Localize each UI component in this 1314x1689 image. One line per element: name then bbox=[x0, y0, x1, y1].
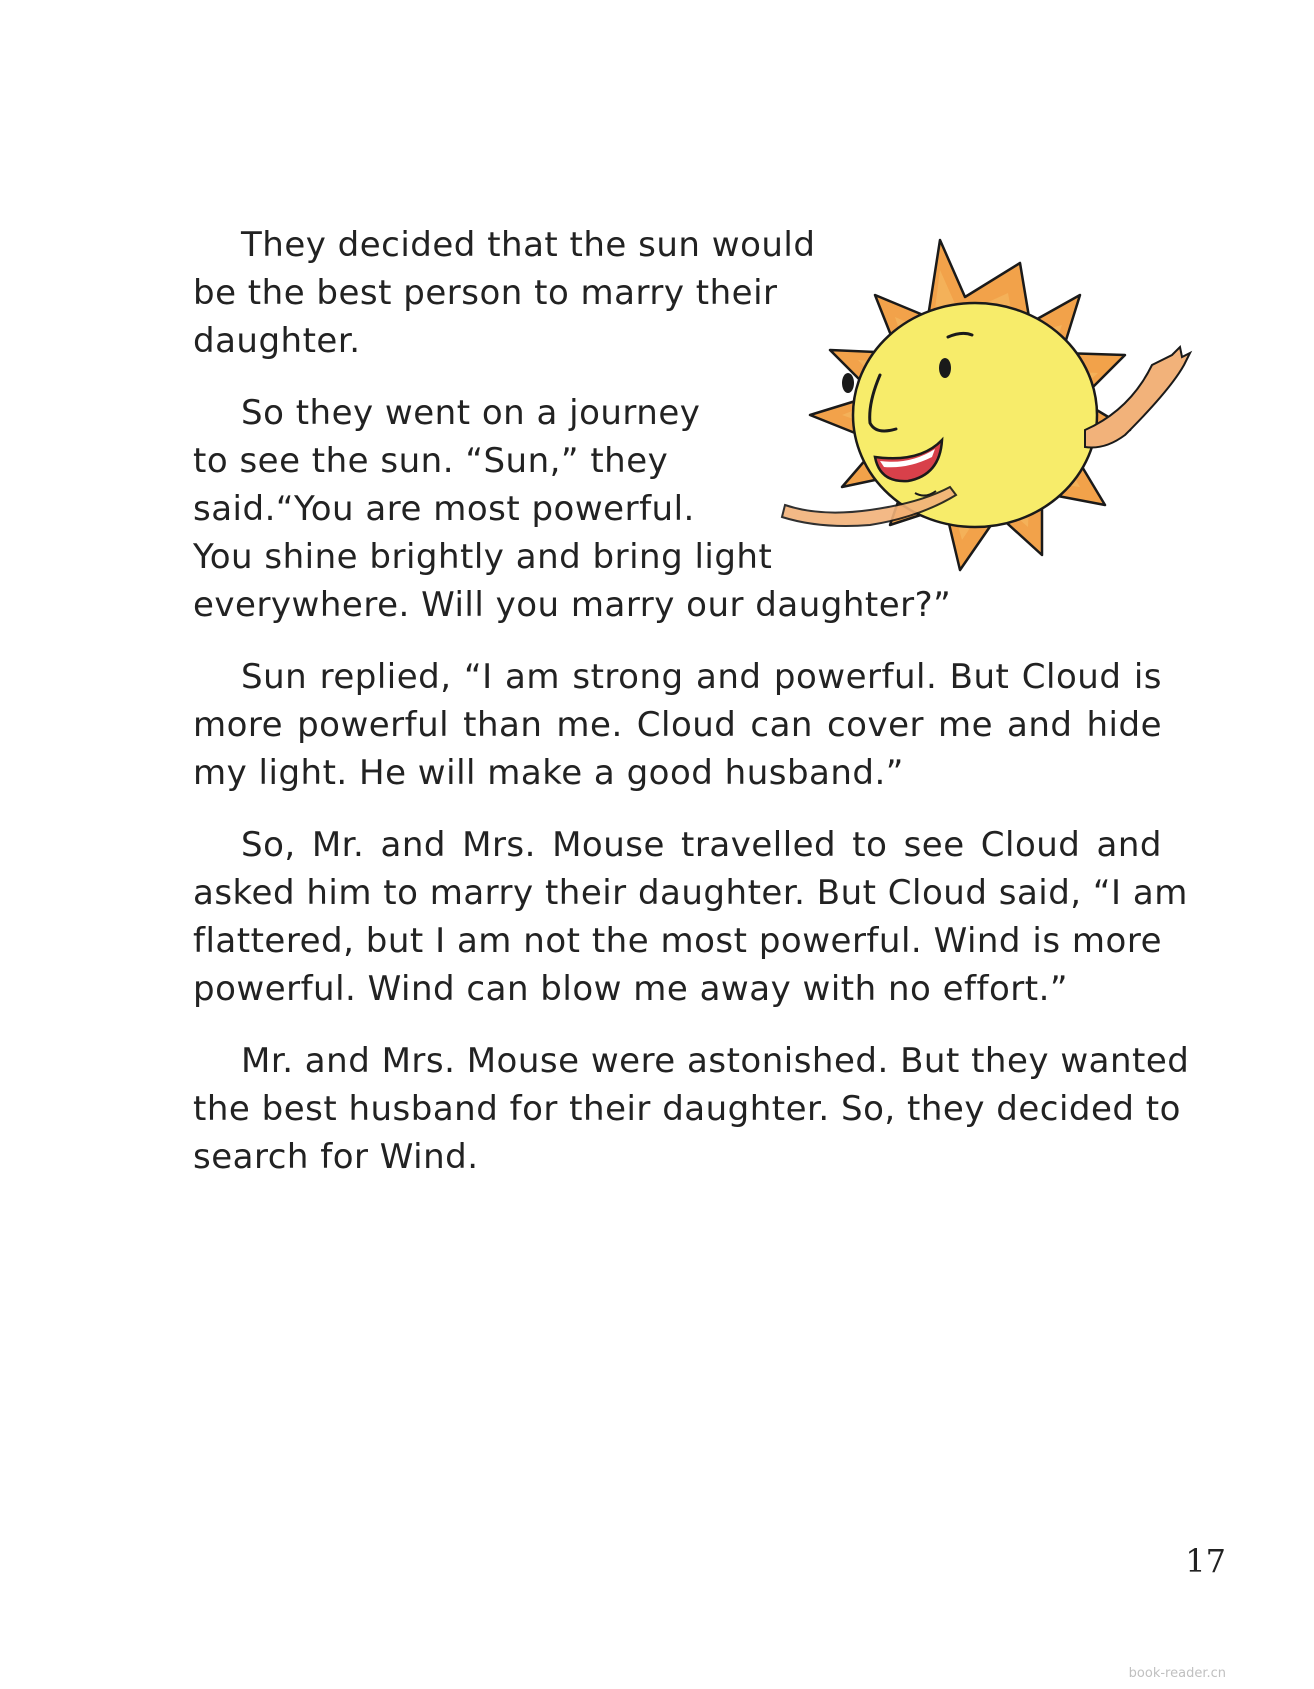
story-line: So they went on a journey bbox=[241, 393, 701, 433]
story-line: Mr. and Mrs. Mouse were astonished. But they wanted bbox=[241, 1041, 1190, 1081]
story-line: daughter. bbox=[193, 321, 361, 361]
story-line: to see the sun. “Sun,” they bbox=[193, 441, 669, 481]
story-line: be the best person to marry their bbox=[193, 273, 778, 313]
story-line: more powerful than me. Cloud can cover me and hide bbox=[193, 705, 1162, 745]
story-line: They decided that the sun would bbox=[241, 225, 816, 265]
story-line: So, Mr. and Mrs. Mouse travelled to see Cloud and bbox=[241, 825, 1162, 865]
story-line: flattered, but I am not the most powerful. Wind is more bbox=[193, 921, 1162, 961]
story-line: You shine brightly and bring light bbox=[193, 537, 773, 577]
story-line: search for Wind. bbox=[193, 1137, 479, 1177]
sun-left-eye bbox=[842, 373, 854, 393]
page-number: 17 bbox=[1185, 1542, 1226, 1580]
sun-right-eye bbox=[939, 358, 951, 378]
story-line: powerful. Wind can blow me away with no effort.” bbox=[193, 969, 1068, 1009]
story-line: my light. He will make a good husband.” bbox=[193, 753, 904, 793]
story-line: the best husband for their daughter. So, they decided to bbox=[193, 1089, 1181, 1129]
story-line: said.“You are most powerful. bbox=[193, 489, 695, 529]
story-line: everywhere. Will you marry our daughter?” bbox=[193, 585, 952, 625]
story-line: asked him to marry their daughter. But Cloud said, “I am bbox=[193, 873, 1188, 913]
smiling-sun-icon bbox=[780, 225, 1300, 645]
sun-face bbox=[853, 303, 1097, 527]
story-line: Sun replied, “I am strong and powerful. But Cloud is bbox=[241, 657, 1162, 697]
watermark: book-reader.cn bbox=[1128, 1666, 1226, 1681]
